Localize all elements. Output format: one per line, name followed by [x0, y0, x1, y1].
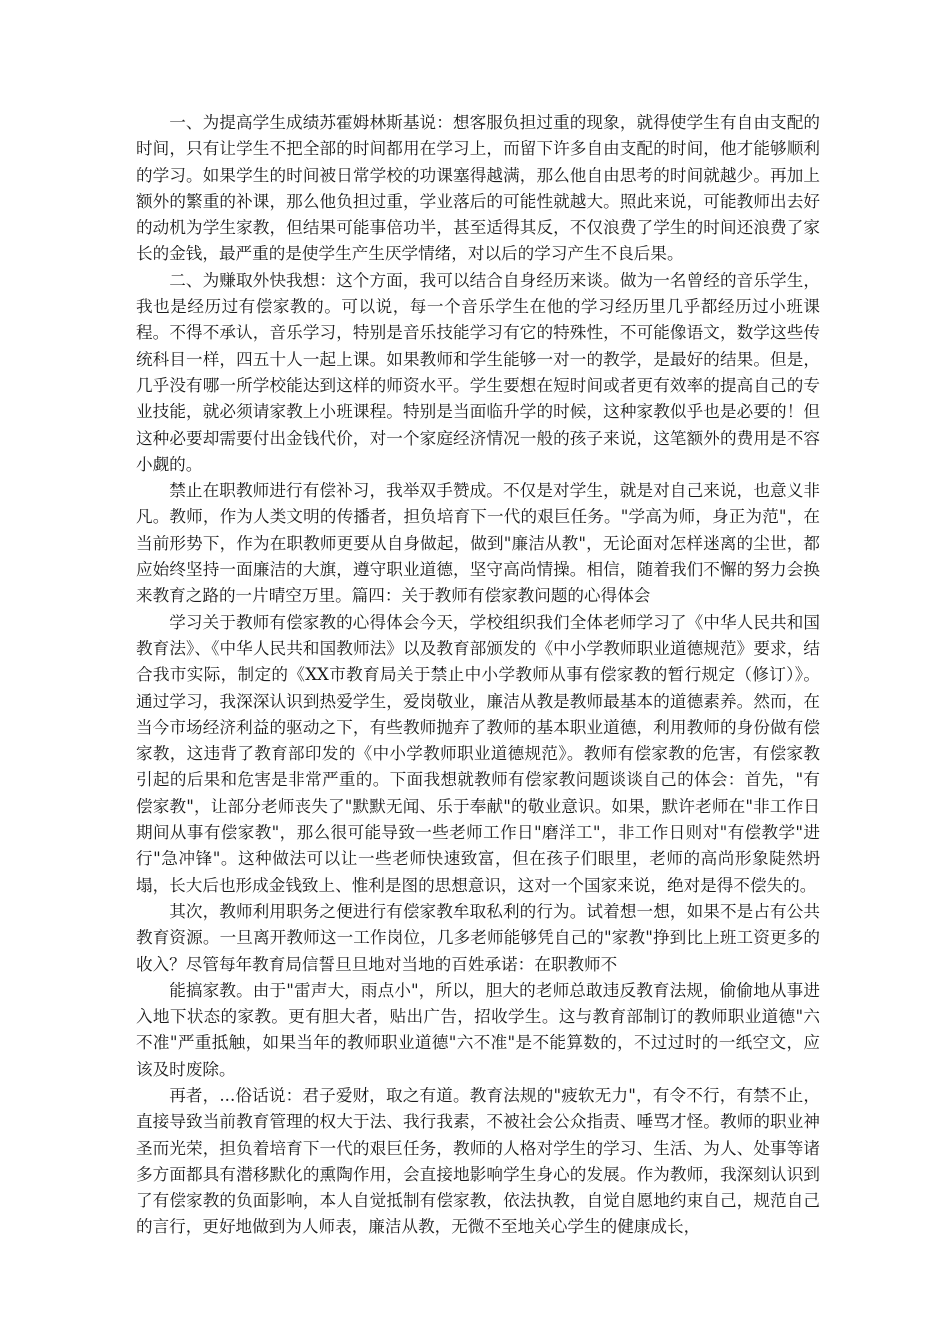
document-body: [136, 110, 820, 1241]
paragraph-3: 禁止在职教师进行有偿补习，我举双手赞成。不仅是对学生，就是对自己来说，也意义非凡。教师，作为人类文明的传播者，担负培育下一代的艰巨任务。"学高为师，身正为范"，在当前形势下，作为在职教师更要从自身做起，做到"廉洁从教"，无论面对怎样迷离的尘世，都应始终坚持一面廉洁的大旗，遵守职业道德，坚守高尚情操。相信，随着我们不懈的努力会换来教育之路的一片晴空万里。篇四：关于教师有偿家教问题的心得体会: [136, 481, 820, 606]
paragraph-5: 其次，教师利用职务之便进行有偿家教牟取私利的行为。试着想一想，如果不是占有公共教育资源。一旦离开教师这一工作岗位，几多老师能够凭自己的"家教"挣到比上班工资更多的收入？尽管每年教育局信誓旦旦地对当地的百姓承诺：在职教师不: [136, 901, 820, 974]
paragraph-7: 再者，...俗话说：君子爱财，取之有道。教育法规的"疲软无力"，有令不行，有禁不止，直接导致当前教育管理的权大于法、我行我素，不被社会公众指责、唾骂才怪。教师的职业神圣而光荣，担负着培育下一代的艰巨任务，教师的人格对学生的学习、生活、为人、处事等诸多方面都具有潜移默化的熏陶作用，会直接地影响学生身心的发展。作为教师，我深刻认识到了有偿家教的负面影响，本人自觉抵制有偿家教，依法执教，自觉自愿地约束自己，规范自己的言行，更好地做到为人师表，廉洁从教，无微不至地关心学生的健康成长，: [136, 1085, 820, 1237]
paragraph-1: 一、为提高学生成绩苏霍姆林斯基说：想客服负担过重的现象，就得使学生有自由支配的时间，只有让学生不把全部的时间都用在学习上，而留下许多自由支配的时间，他才能够顺利的学习。如果学生的时间被日常学校的功课塞得越满，那么他自由思考的时间就越少。再加上额外的繁重的补课，那么他负担过重，学业落后的可能性就越大。照此来说，可能教师出去好的动机为学生家教，但结果可能事倍功半，甚至适得其反，不仅浪费了学生的时间还浪费了家长的金钱，最严重的是使学生产生厌学情绪，对以后的学习产生不良后果。: [136, 113, 820, 264]
paragraph-6: 能搞家教。由于"雷声大，雨点小"，所以，胆大的老师总敢违反教育法规，偷偷地从事进入地下状态的家教。更有胆大者，贴出广告，招收学生。这与教育部制订的教师职业道德"六不准"严重抵触，如果当年的教师职业道德"六不准"是不能算数的，不过过时的一纸空文，应该及时废除。: [136, 980, 820, 1079]
paragraph-4: 学习关于教师有偿家教的心得体会今天，学校组织我们全体老师学习了《中华人民共和国教育法》、《中华人民共和国教师法》以及教育部颁发的《中小学教师职业道德规范》要求，结合我市实际，制定的《XX市教育局关于禁止中小学教师从事有偿家教的暂行规定（修订）》。通过学习，我深深认识到热爱学生，爱岗敬业，廉洁从教是教师最基本的道德素养。然而，在当今市场经济利益的驱动之下，有些教师抛弃了教师的基本职业道德，利用教师的身份做有偿家教，这违背了教育部印发的《中小学教师职业道德规范》。教师有偿家教的危害，有偿家教引起的后果和危害是非常严重的。下面我想就教师有偿家教问题谈谈自己的体会：首先，"有偿家教"，让部分老师丧失了"默默无闻、乐于奉献"的敬业意识。如果，默许老师在"非工作日期间从事有偿家教"，那么很可能导致一些老师工作日"磨洋工"，非工作日则对"有偿教学"进行"急冲锋"。这种做法可以让一些老师快速致富，但在孩子们眼里，老师的高尚形象陡然坍塌，长大后也形成金钱致上、惟利是图的思想意识，这对一个国家来说，绝对是得不偿失的。: [136, 612, 820, 895]
paragraph-2: 二、为赚取外快我想：这个方面，我可以结合自身经历来谈。做为一名曾经的音乐学生，我也是经历过有偿家教的。可以说，每一个音乐学生在他的学习经历里几乎都经历过小班课程。不得不承认，音乐学习，特别是音乐技能学习有它的特殊性，不可能像语文，数学这些传统科目一样，四五十人一起上课。如果教师和学生能够一对一的教学，是最好的结果。但是，几乎没有哪一所学校能达到这样的师资水平。学生要想在短时间或者更有效率的提高自己的专业技能，就必须请家教上小班课程。特别是当面临升学的时候，这种家教似乎也是必要的！但这种必要却需要付出金钱代价，对一个家庭经济情况一般的孩子来说，这笔额外的费用是不容小觑的。: [136, 270, 820, 474]
